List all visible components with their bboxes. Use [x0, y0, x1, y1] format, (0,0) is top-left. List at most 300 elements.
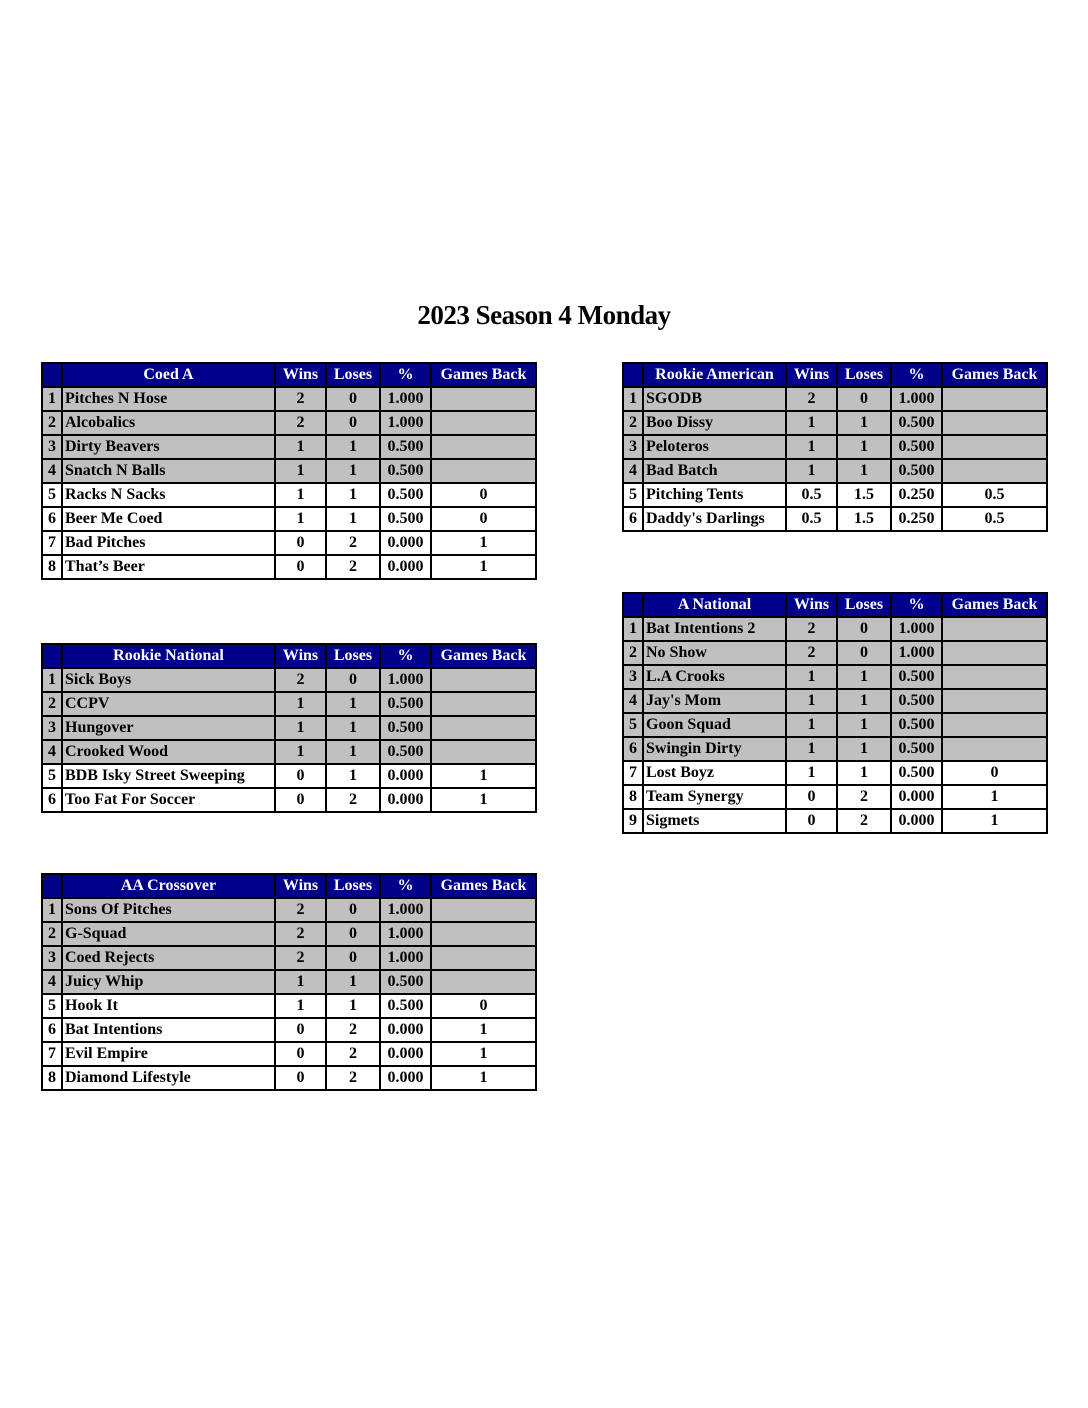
team-name: Crooked Wood: [62, 740, 275, 764]
table-row: [42, 668, 536, 692]
division-name: Rookie National: [62, 644, 275, 668]
team-name: Pitches N Hose: [62, 387, 275, 411]
wins-cell: 1: [786, 713, 837, 737]
table-row: [42, 740, 536, 764]
team-name: Juicy Whip: [62, 970, 275, 994]
loses-cell: 0: [326, 387, 380, 411]
wins-cell: 2: [786, 617, 837, 641]
wins-cell: 2: [786, 387, 837, 411]
header-wins: Wins: [786, 593, 837, 617]
header-pct: %: [380, 363, 431, 387]
rank-cell: 8: [623, 785, 643, 809]
pct-cell: 0.000: [380, 1018, 431, 1042]
rank-cell: 5: [42, 764, 62, 788]
team-name: Bat Intentions 2: [643, 617, 786, 641]
table-row: [42, 716, 536, 740]
header-games-back: Games Back: [431, 874, 536, 898]
rank-cell: 5: [623, 483, 643, 507]
pct-cell: 0.500: [380, 692, 431, 716]
pct-cell: 0.000: [380, 555, 431, 579]
pct-cell: 0.500: [891, 689, 942, 713]
table-row: [623, 713, 1047, 737]
wins-cell: 0: [786, 809, 837, 833]
games-back-cell: 0: [942, 761, 1047, 785]
header-pct: %: [380, 874, 431, 898]
table-row: [623, 387, 1047, 411]
wins-cell: 2: [275, 668, 326, 692]
table-row: [42, 946, 536, 970]
games-back-cell: [942, 435, 1047, 459]
rank-cell: 6: [42, 507, 62, 531]
loses-cell: 2: [326, 531, 380, 555]
team-name: No Show: [643, 641, 786, 665]
pct-cell: 0.000: [380, 531, 431, 555]
team-name: Daddy's Darlings: [643, 507, 786, 531]
games-back-cell: [942, 411, 1047, 435]
table-row: [42, 898, 536, 922]
rank-cell: 2: [42, 411, 62, 435]
header-wins: Wins: [786, 363, 837, 387]
games-back-cell: 0.5: [942, 507, 1047, 531]
table-header-row: [42, 363, 536, 387]
games-back-cell: 1: [942, 809, 1047, 833]
rank-cell: 6: [623, 507, 643, 531]
pct-cell: 1.000: [380, 946, 431, 970]
pct-cell: 0.500: [380, 740, 431, 764]
pct-cell: 0.000: [891, 785, 942, 809]
games-back-cell: [431, 716, 536, 740]
pct-cell: 1.000: [380, 898, 431, 922]
loses-cell: 1: [326, 483, 380, 507]
pct-cell: 0.500: [891, 737, 942, 761]
wins-cell: 0: [275, 531, 326, 555]
pct-cell: 1.000: [891, 641, 942, 665]
loses-cell: 0: [326, 411, 380, 435]
wins-cell: 0: [275, 1018, 326, 1042]
pct-cell: 0.000: [380, 764, 431, 788]
loses-cell: 1: [326, 994, 380, 1018]
pct-cell: 0.500: [891, 761, 942, 785]
wins-cell: 1: [275, 459, 326, 483]
table-row: [42, 387, 536, 411]
pct-cell: 0.500: [380, 507, 431, 531]
rank-cell: 1: [623, 387, 643, 411]
games-back-cell: 1: [431, 1066, 536, 1090]
pct-cell: 0.000: [380, 1066, 431, 1090]
table-row: [42, 411, 536, 435]
pct-cell: 0.500: [891, 713, 942, 737]
games-back-cell: 1: [431, 764, 536, 788]
table-row: [623, 665, 1047, 689]
standings-table-aa-crossover: [41, 873, 537, 1091]
games-back-cell: 1: [431, 1018, 536, 1042]
table-row: [42, 555, 536, 579]
team-name: Alcobalics: [62, 411, 275, 435]
table-row: [42, 1066, 536, 1090]
header-pct: %: [891, 593, 942, 617]
wins-cell: 0: [275, 1042, 326, 1066]
loses-cell: 2: [326, 1018, 380, 1042]
wins-cell: 1: [275, 740, 326, 764]
wins-cell: 1: [275, 970, 326, 994]
team-name: That’s Beer: [62, 555, 275, 579]
table-header-row: [42, 644, 536, 668]
pct-cell: 1.000: [380, 387, 431, 411]
wins-cell: 2: [275, 922, 326, 946]
games-back-cell: [431, 411, 536, 435]
rank-cell: 9: [623, 809, 643, 833]
rank-cell: 4: [42, 740, 62, 764]
loses-cell: 1.5: [837, 507, 891, 531]
loses-cell: 2: [326, 1066, 380, 1090]
table-row: [42, 994, 536, 1018]
team-name: L.A Crooks: [643, 665, 786, 689]
loses-cell: 0: [326, 668, 380, 692]
pct-cell: 0.500: [891, 411, 942, 435]
loses-cell: 2: [837, 785, 891, 809]
team-name: Hungover: [62, 716, 275, 740]
wins-cell: 2: [275, 898, 326, 922]
pct-cell: 0.500: [380, 483, 431, 507]
rank-cell: 2: [42, 692, 62, 716]
table-row: [42, 1018, 536, 1042]
games-back-cell: [431, 668, 536, 692]
rank-cell: 6: [42, 1018, 62, 1042]
rank-cell: 7: [623, 761, 643, 785]
standings-table-a-national: [622, 592, 1048, 834]
games-back-cell: 1: [431, 555, 536, 579]
loses-cell: 0: [837, 387, 891, 411]
rank-cell: 3: [42, 716, 62, 740]
team-name: Bat Intentions: [62, 1018, 275, 1042]
wins-cell: 2: [275, 946, 326, 970]
team-name: Diamond Lifestyle: [62, 1066, 275, 1090]
loses-cell: 0: [837, 641, 891, 665]
games-back-cell: [431, 387, 536, 411]
wins-cell: 1: [275, 716, 326, 740]
rank-cell: 2: [42, 922, 62, 946]
games-back-cell: 0: [431, 994, 536, 1018]
pct-cell: 0.500: [380, 459, 431, 483]
rank-cell: 3: [42, 435, 62, 459]
rank-cell: 1: [42, 898, 62, 922]
rank-cell: 3: [623, 435, 643, 459]
rank-cell: 4: [42, 459, 62, 483]
team-name: Evil Empire: [62, 1042, 275, 1066]
team-name: Team Synergy: [643, 785, 786, 809]
rank-cell: 4: [42, 970, 62, 994]
rank-cell: 4: [623, 689, 643, 713]
table-row: [42, 970, 536, 994]
rank-cell: 3: [623, 665, 643, 689]
pct-cell: 1.000: [380, 411, 431, 435]
loses-cell: 1: [326, 764, 380, 788]
header-games-back: Games Back: [942, 593, 1047, 617]
wins-cell: 1: [786, 665, 837, 689]
table-row: [42, 692, 536, 716]
table-row: [623, 785, 1047, 809]
team-name: G-Squad: [62, 922, 275, 946]
loses-cell: 1: [326, 459, 380, 483]
pct-cell: 0.000: [380, 1042, 431, 1066]
rank-cell: 6: [623, 737, 643, 761]
table-header-row: [42, 874, 536, 898]
rank-cell: 5: [623, 713, 643, 737]
table-row: [623, 809, 1047, 833]
header-games-back: Games Back: [431, 644, 536, 668]
games-back-cell: [431, 970, 536, 994]
pct-cell: 0.500: [380, 716, 431, 740]
team-name: Pitching Tents: [643, 483, 786, 507]
rank-cell: 1: [623, 617, 643, 641]
header-pct: %: [380, 644, 431, 668]
rank-cell: 3: [42, 946, 62, 970]
pct-cell: 0.250: [891, 507, 942, 531]
wins-cell: 2: [786, 641, 837, 665]
rank-cell: 5: [42, 483, 62, 507]
table-row: [623, 641, 1047, 665]
games-back-cell: [942, 459, 1047, 483]
games-back-cell: [431, 922, 536, 946]
header-wins: Wins: [275, 644, 326, 668]
table-row: [42, 531, 536, 555]
table-row: [42, 507, 536, 531]
wins-cell: 1: [275, 507, 326, 531]
loses-cell: 2: [326, 555, 380, 579]
standings-table-rookie-american: [622, 362, 1048, 532]
loses-cell: 0: [326, 946, 380, 970]
division-name: Rookie American: [643, 363, 786, 387]
wins-cell: 0.5: [786, 507, 837, 531]
header-loses: Loses: [326, 363, 380, 387]
rank-cell: 5: [42, 994, 62, 1018]
team-name: Goon Squad: [643, 713, 786, 737]
table-row: [623, 411, 1047, 435]
games-back-cell: 0.5: [942, 483, 1047, 507]
team-name: CCPV: [62, 692, 275, 716]
pct-cell: 0.000: [380, 788, 431, 812]
pct-cell: 0.250: [891, 483, 942, 507]
wins-cell: 1: [786, 761, 837, 785]
wins-cell: 1: [786, 459, 837, 483]
wins-cell: 2: [275, 411, 326, 435]
games-back-cell: [942, 689, 1047, 713]
table-header-row: [623, 363, 1047, 387]
team-name: Boo Dissy: [643, 411, 786, 435]
games-back-cell: 1: [431, 788, 536, 812]
pct-cell: 0.500: [380, 435, 431, 459]
header-loses: Loses: [326, 644, 380, 668]
team-name: Jay's Mom: [643, 689, 786, 713]
loses-cell: 2: [326, 788, 380, 812]
loses-cell: 1: [326, 716, 380, 740]
team-name: Swingin Dirty: [643, 737, 786, 761]
pct-cell: 0.500: [891, 665, 942, 689]
header-rank-blank: [42, 874, 62, 898]
pct-cell: 0.500: [891, 459, 942, 483]
header-rank-blank: [42, 644, 62, 668]
wins-cell: 1: [275, 435, 326, 459]
pct-cell: 0.000: [891, 809, 942, 833]
loses-cell: 1: [326, 692, 380, 716]
games-back-cell: [431, 898, 536, 922]
loses-cell: 1: [837, 435, 891, 459]
loses-cell: 1: [837, 459, 891, 483]
team-name: Hook It: [62, 994, 275, 1018]
loses-cell: 1: [837, 761, 891, 785]
loses-cell: 1: [326, 740, 380, 764]
table-row: [623, 689, 1047, 713]
loses-cell: 2: [326, 1042, 380, 1066]
team-name: Racks N Sacks: [62, 483, 275, 507]
table-row: [623, 435, 1047, 459]
loses-cell: 1: [837, 713, 891, 737]
table-row: [623, 737, 1047, 761]
table-row: [623, 507, 1047, 531]
games-back-cell: [942, 387, 1047, 411]
wins-cell: 1: [786, 737, 837, 761]
header-loses: Loses: [837, 593, 891, 617]
games-back-cell: [431, 740, 536, 764]
games-back-cell: [431, 459, 536, 483]
team-name: Lost Boyz: [643, 761, 786, 785]
rank-cell: 2: [623, 411, 643, 435]
wins-cell: 2: [275, 387, 326, 411]
division-name: A National: [643, 593, 786, 617]
games-back-cell: 0: [431, 507, 536, 531]
games-back-cell: [431, 946, 536, 970]
games-back-cell: [431, 692, 536, 716]
wins-cell: 0: [275, 1066, 326, 1090]
table-row: [623, 761, 1047, 785]
table-row: [42, 459, 536, 483]
header-rank-blank: [42, 363, 62, 387]
table-row: [623, 459, 1047, 483]
loses-cell: 0: [326, 898, 380, 922]
games-back-cell: 1: [431, 1042, 536, 1066]
header-rank-blank: [623, 363, 643, 387]
pct-cell: 1.000: [891, 617, 942, 641]
team-name: Beer Me Coed: [62, 507, 275, 531]
loses-cell: 1: [837, 689, 891, 713]
rank-cell: 6: [42, 788, 62, 812]
wins-cell: 0: [275, 764, 326, 788]
games-back-cell: 1: [431, 531, 536, 555]
rank-cell: 8: [42, 1066, 62, 1090]
loses-cell: 1: [326, 970, 380, 994]
team-name: Bad Pitches: [62, 531, 275, 555]
wins-cell: 0: [786, 785, 837, 809]
team-name: Too Fat For Soccer: [62, 788, 275, 812]
team-name: Sigmets: [643, 809, 786, 833]
games-back-cell: [942, 665, 1047, 689]
wins-cell: 0: [275, 555, 326, 579]
division-name: AA Crossover: [62, 874, 275, 898]
team-name: Dirty Beavers: [62, 435, 275, 459]
team-name: Peloteros: [643, 435, 786, 459]
table-row: [623, 617, 1047, 641]
wins-cell: 1: [275, 994, 326, 1018]
games-back-cell: 1: [942, 785, 1047, 809]
wins-cell: 1: [786, 689, 837, 713]
loses-cell: 1.5: [837, 483, 891, 507]
team-name: Snatch N Balls: [62, 459, 275, 483]
team-name: BDB Isky Street Sweeping: [62, 764, 275, 788]
table-row: [42, 483, 536, 507]
games-back-cell: [942, 641, 1047, 665]
table-row: [42, 922, 536, 946]
loses-cell: 1: [837, 665, 891, 689]
team-name: Sons Of Pitches: [62, 898, 275, 922]
team-name: Coed Rejects: [62, 946, 275, 970]
loses-cell: 1: [837, 411, 891, 435]
page-title: 2023 Season 4 Monday: [417, 300, 671, 330]
wins-cell: 1: [786, 411, 837, 435]
division-name: Coed A: [62, 363, 275, 387]
table-row: [42, 1042, 536, 1066]
team-name: Bad Batch: [643, 459, 786, 483]
games-back-cell: [942, 617, 1047, 641]
rank-cell: 7: [42, 531, 62, 555]
table-row: [42, 764, 536, 788]
header-rank-blank: [623, 593, 643, 617]
loses-cell: 2: [837, 809, 891, 833]
pct-cell: 0.500: [380, 970, 431, 994]
pct-cell: 1.000: [380, 668, 431, 692]
header-games-back: Games Back: [942, 363, 1047, 387]
rank-cell: 7: [42, 1042, 62, 1066]
rank-cell: 2: [623, 641, 643, 665]
standings-table-rookie-national: [41, 643, 537, 813]
loses-cell: 1: [326, 507, 380, 531]
header-wins: Wins: [275, 363, 326, 387]
team-name: SGODB: [643, 387, 786, 411]
header-loses: Loses: [326, 874, 380, 898]
loses-cell: 0: [326, 922, 380, 946]
rank-cell: 1: [42, 387, 62, 411]
header-pct: %: [891, 363, 942, 387]
table-row: [42, 435, 536, 459]
table-row: [623, 483, 1047, 507]
games-back-cell: [942, 713, 1047, 737]
standings-table-coed-a: [41, 362, 537, 580]
rank-cell: 1: [42, 668, 62, 692]
wins-cell: 0.5: [786, 483, 837, 507]
table-header-row: [623, 593, 1047, 617]
pct-cell: 1.000: [380, 922, 431, 946]
header-loses: Loses: [837, 363, 891, 387]
loses-cell: 0: [837, 617, 891, 641]
rank-cell: 8: [42, 555, 62, 579]
games-back-cell: [942, 737, 1047, 761]
loses-cell: 1: [837, 737, 891, 761]
header-wins: Wins: [275, 874, 326, 898]
games-back-cell: [431, 435, 536, 459]
wins-cell: 0: [275, 788, 326, 812]
pct-cell: 0.500: [380, 994, 431, 1018]
team-name: Sick Boys: [62, 668, 275, 692]
wins-cell: 1: [275, 483, 326, 507]
header-games-back: Games Back: [431, 363, 536, 387]
wins-cell: 1: [275, 692, 326, 716]
loses-cell: 1: [326, 435, 380, 459]
pct-cell: 0.500: [891, 435, 942, 459]
pct-cell: 1.000: [891, 387, 942, 411]
table-row: [42, 788, 536, 812]
wins-cell: 1: [786, 435, 837, 459]
games-back-cell: 0: [431, 483, 536, 507]
rank-cell: 4: [623, 459, 643, 483]
